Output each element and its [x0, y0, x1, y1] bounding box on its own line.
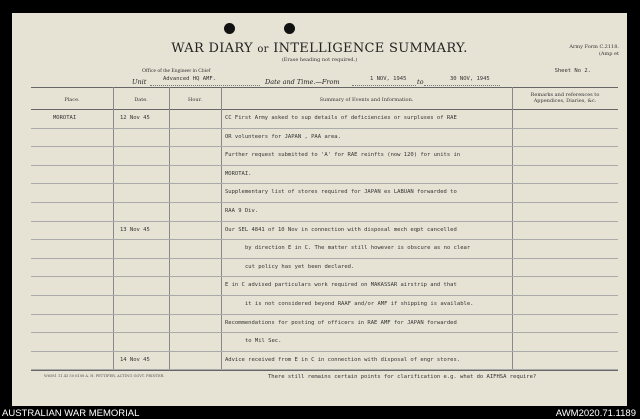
row-rule — [31, 276, 618, 277]
row-rule — [31, 295, 618, 296]
row-rule — [31, 183, 618, 184]
entry-text: Further request submitted to 'A' for RAE reinfts (now 120) for units in — [225, 152, 461, 159]
entry-text: to Mil Sec. — [245, 338, 282, 345]
unit-value: Advanced HQ AMF. — [163, 76, 216, 82]
printer-imprint: W6581 11.43 50 6108 A. H. PETTIFER, ACTING GOVT. PRINTER. — [44, 374, 165, 378]
entry-text: MOROTAI. — [225, 170, 252, 177]
entry-date: 14 Nov 45 — [120, 356, 150, 363]
header-remarks-line1: Remarks and references to — [530, 92, 600, 98]
header-hour: Hour. — [187, 97, 203, 103]
entry-text: Advice received from E in C in connection with disposal of engr stores. — [225, 356, 461, 363]
row-rule — [31, 202, 618, 203]
row-rule — [31, 165, 618, 166]
army-form-amp: (Amp et — [598, 51, 619, 57]
diary-sheet — [12, 13, 627, 406]
army-form-number: Army Form C.2118. — [569, 44, 619, 50]
entry-text: RAA 9 Div. — [225, 208, 259, 214]
entry-text: cut policy has yet been declared. — [245, 263, 355, 270]
title-war-diary: WAR DIARY — [171, 41, 253, 56]
title-or: or — [257, 44, 269, 55]
entry-text: by direction E in C. The matter still however is obscure as no clear — [245, 245, 471, 252]
to-underline — [424, 85, 500, 86]
col-rule — [113, 87, 114, 370]
row-rule — [31, 239, 618, 240]
entry-text: Our SEL 4841 of 10 Nov in connection with disposal mech eqpt cancelled — [225, 226, 457, 233]
entry-date: 12 Nov 45 — [120, 115, 150, 121]
unit-underline — [150, 85, 260, 86]
entry-text: Supplementary list of stores required for JAPAN ex LABUAN forwarded to — [225, 189, 457, 196]
date-time-label: Date and Time.—From — [265, 78, 340, 86]
office-line: Office of the Engineer in Chief — [142, 68, 211, 74]
credit-right: AWM2020.71.1189 — [555, 408, 636, 419]
sheet-number: Sheet No 2. — [554, 68, 591, 74]
row-rule — [31, 258, 618, 259]
col-rule — [169, 87, 170, 370]
header-summary: Summary of Events and Information. — [319, 97, 414, 103]
entry-text: it is not considered beyond RAAF and/or AMF if shipping is available. — [245, 301, 474, 307]
from-underline — [352, 85, 416, 86]
row-rule — [31, 146, 618, 147]
row-rule — [31, 221, 618, 222]
table-top-rule — [31, 87, 618, 88]
form-title — [12, 41, 627, 56]
title-intelligence-summary: INTELLIGENCE SUMMARY. — [273, 41, 468, 56]
army-form-ref — [569, 44, 619, 58]
entry-text: OR volunteers for JAPAN , PAA area. — [225, 133, 341, 140]
unit-label: Unit — [132, 78, 147, 86]
header-place: Place. — [64, 97, 80, 103]
diary-table — [31, 87, 618, 370]
entry-text: Recommendations for posting of officers in RAE AMF for JAPAN forwarded — [225, 319, 457, 326]
row-rule — [31, 351, 618, 352]
row-rule — [31, 128, 618, 129]
row-rule — [31, 314, 618, 315]
col-rule — [512, 87, 513, 370]
row-rule — [31, 332, 618, 333]
to-date: 30 NOV, 1945 — [450, 76, 490, 82]
header-remarks — [512, 92, 618, 104]
col-rule — [221, 87, 222, 370]
continuation-note: There still remains certain points for clarification e.g. what do AIFHSA require? — [268, 374, 537, 380]
to-label: to — [417, 78, 424, 86]
punch-hole — [284, 23, 295, 34]
header-rule — [31, 109, 618, 110]
erase-note: (Erase heading not required.) — [281, 57, 358, 63]
entry-date: 13 Nov 45 — [120, 226, 150, 233]
credit-left: AUSTRALIAN WAR MEMORIAL — [2, 408, 140, 419]
entry-text: E in C advised particulars work required on MAKASSAR airstrip and that — [225, 282, 457, 289]
from-date: 1 NOV, 1945 — [370, 76, 407, 82]
punch-hole — [224, 23, 235, 34]
entry-place: MOROTAI — [53, 115, 77, 121]
header-date: Date. — [134, 97, 148, 103]
row-rule — [31, 369, 618, 370]
entry-text: CC First Army asked to sup details of deficiencies or surpluses of RAE — [225, 115, 457, 121]
header-remarks-line2: Appendices, Diaries, &c. — [533, 98, 597, 104]
